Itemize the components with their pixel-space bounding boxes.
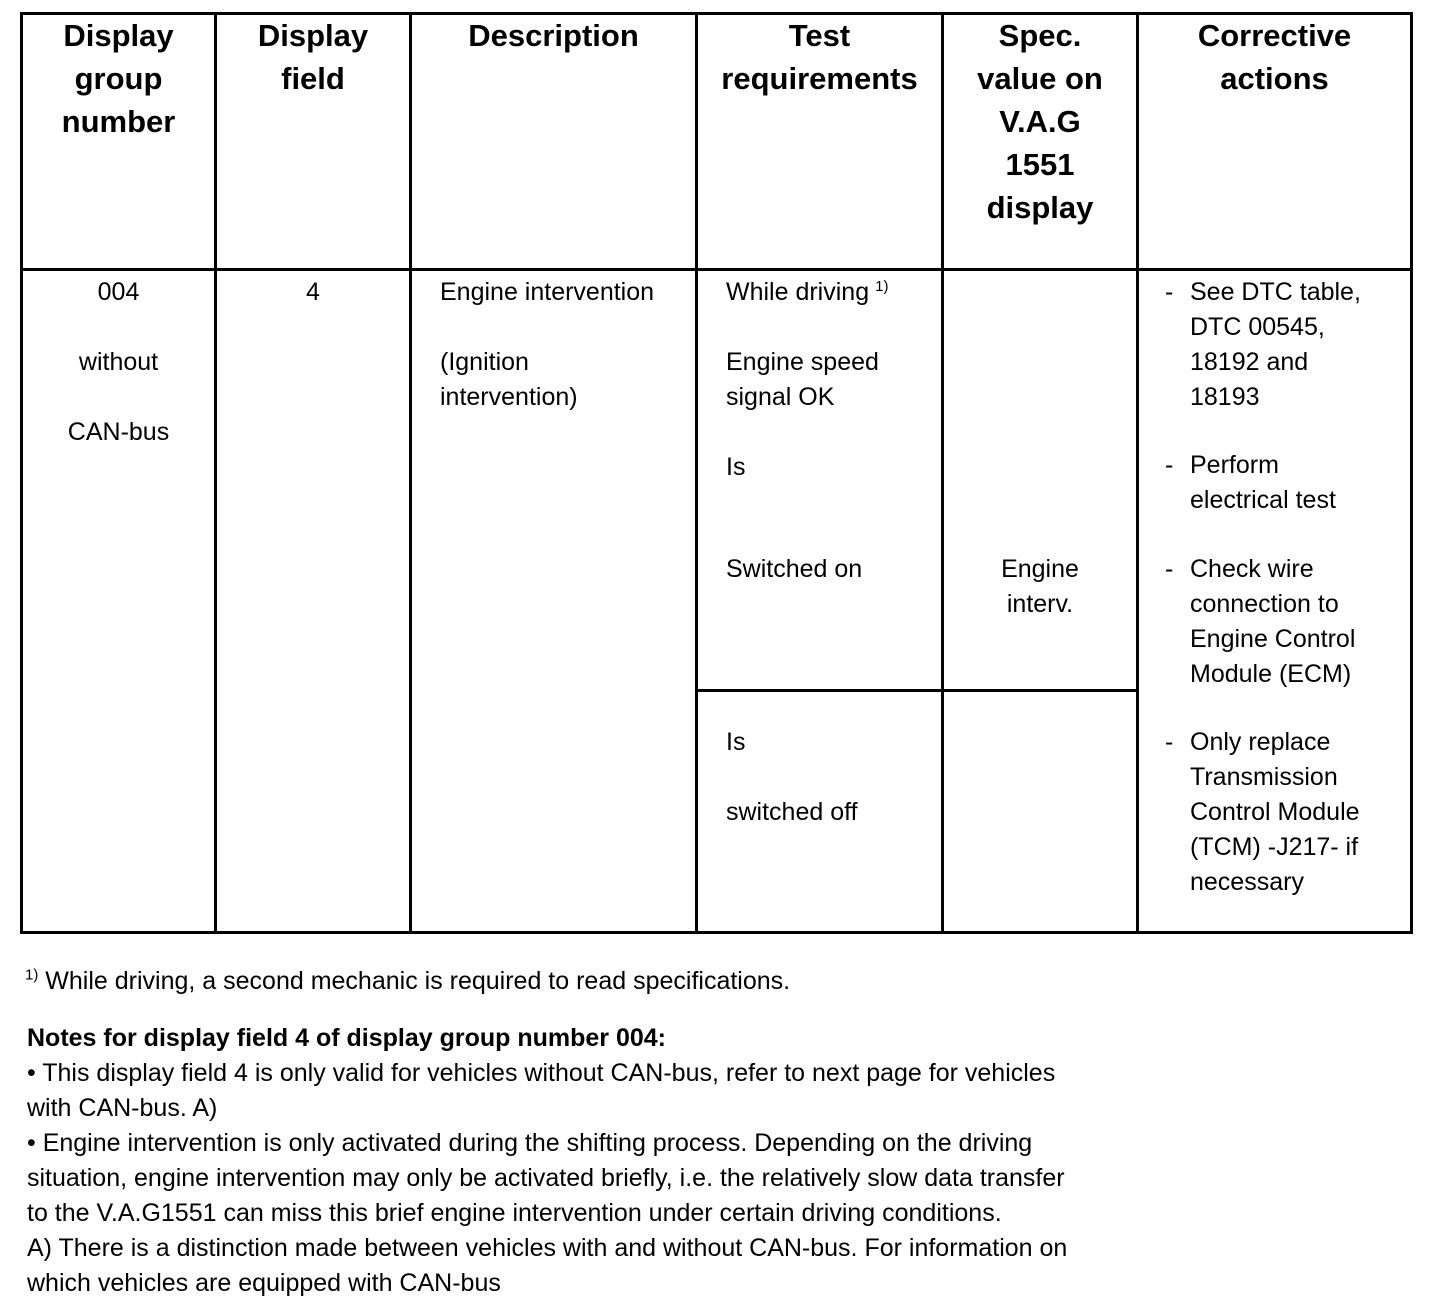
- cell-line: (Ignition: [440, 348, 529, 376]
- cell-line: connection to: [1190, 590, 1339, 618]
- cell-line: Transmission: [1190, 763, 1338, 791]
- while-driving-text: While driving: [726, 278, 870, 306]
- cell-test-switched-on: [726, 552, 940, 587]
- cell-line: 18192 and: [1190, 348, 1309, 376]
- cell-line: Check wire: [1190, 555, 1314, 583]
- cell-line: 4: [306, 278, 320, 306]
- cell-test-switched-off: [726, 725, 940, 830]
- column-divider-1: [214, 12, 217, 934]
- dash-bullet: -: [1165, 451, 1174, 479]
- header-line: Description: [468, 18, 639, 53]
- cell-line: without: [78, 348, 159, 376]
- cell-line: CAN-bus: [67, 418, 170, 446]
- notes-section: [27, 1021, 1257, 1301]
- header-line: display: [986, 190, 1094, 225]
- dash-bullet: -: [1165, 555, 1174, 583]
- cell-line: Is: [726, 728, 746, 756]
- notes-line: • Engine intervention is only activated during the shifting process. Depending on the driving: [27, 1129, 1033, 1157]
- cell-line: Perform: [1190, 451, 1279, 479]
- header-spec-value: [943, 14, 1137, 229]
- column-divider-3: [695, 12, 698, 934]
- header-line: Test: [788, 18, 851, 53]
- header-line: Display: [63, 18, 174, 53]
- cell-display-group-number: [22, 275, 215, 450]
- corrective-text: [1190, 552, 1408, 692]
- cell-line: signal OK: [726, 383, 835, 411]
- footnote-text: While driving, a second mechanic is required to read specifications.: [38, 967, 791, 995]
- cell-test-requirements: [726, 275, 940, 485]
- header-line: Corrective: [1197, 18, 1352, 53]
- header-line: 1551: [1005, 147, 1075, 182]
- cell-line: interv.: [1006, 590, 1074, 618]
- header-line: requirements: [721, 61, 918, 96]
- table-border-left: [20, 12, 23, 934]
- cell-line: switched off: [726, 798, 858, 826]
- cell-line: 18193: [1190, 383, 1260, 411]
- cell-line: See DTC table,: [1190, 278, 1361, 306]
- cell-line: Only replace: [1190, 728, 1331, 756]
- header-description: [411, 14, 696, 57]
- dash-bullet: -: [1165, 278, 1174, 306]
- dash-bullet: -: [1165, 728, 1174, 756]
- cell-line: Engine intervention: [440, 278, 655, 306]
- notes-line: to the V.A.G1551 can miss this brief engine intervention under certain driving conditions.: [27, 1199, 1002, 1227]
- column-divider-2: [409, 12, 412, 934]
- notes-title: Notes for display field 4 of display group number 004:: [27, 1024, 667, 1052]
- cell-line: Control Module: [1190, 798, 1360, 826]
- header-display-group-number: [22, 14, 215, 143]
- header-display-field: [216, 14, 410, 100]
- header-line: number: [61, 104, 176, 139]
- header-line: Spec.: [998, 18, 1082, 53]
- footnote-mark: 1): [875, 277, 889, 295]
- cell-line: [726, 275, 940, 310]
- cell-line: Switched on: [726, 555, 863, 583]
- header-line: field: [281, 61, 345, 96]
- cell-line: Engine Control: [1190, 625, 1356, 653]
- notes-line: A) There is a distinction made between vehicles with and without CAN-bus. For information on: [27, 1234, 1068, 1262]
- notes-line: with CAN-bus. A): [27, 1094, 218, 1122]
- cell-line: electrical test: [1190, 486, 1336, 514]
- header-line: group: [74, 61, 163, 96]
- cell-display-field: [216, 275, 410, 310]
- header-test-requirements: [697, 14, 942, 100]
- notes-line: situation, engine intervention may only be activated briefly, i.e. the relatively slow data transfer: [27, 1164, 1065, 1192]
- corrective-text: [1190, 448, 1408, 518]
- cell-line: 004: [97, 278, 140, 306]
- corrective-text: [1190, 275, 1408, 415]
- test-spec-row-separator: [697, 689, 1139, 692]
- notes-line: which vehicles are equipped with CAN-bus: [27, 1269, 501, 1297]
- cell-line: Engine: [1001, 555, 1079, 583]
- cell-line: necessary: [1190, 868, 1304, 896]
- notes-line: • This display field 4 is only valid for vehicles without CAN-bus, refer to next page for vehicles: [27, 1059, 1056, 1087]
- header-corrective-actions: [1138, 14, 1411, 100]
- cell-line: Is: [726, 453, 746, 481]
- header-line: value on: [977, 61, 1103, 96]
- header-line: V.A.G: [999, 104, 1081, 139]
- cell-spec-value: [943, 552, 1137, 622]
- corrective-text: [1190, 725, 1408, 900]
- table-border-bottom: [20, 931, 1413, 934]
- header-line: Display: [257, 18, 369, 53]
- cell-line: intervention): [440, 383, 578, 411]
- table-border-right: [1410, 12, 1413, 934]
- header-line: actions: [1220, 61, 1329, 96]
- footnote: [25, 964, 1225, 999]
- cell-line: Engine speed: [726, 348, 879, 376]
- header-separator: [20, 268, 1413, 271]
- cell-line: Module (ECM): [1190, 660, 1352, 688]
- footnote-mark: 1): [25, 966, 39, 984]
- cell-line: (TCM) -J217- if: [1190, 833, 1359, 861]
- cell-line: DTC 00545,: [1190, 313, 1325, 341]
- cell-description: [440, 275, 694, 415]
